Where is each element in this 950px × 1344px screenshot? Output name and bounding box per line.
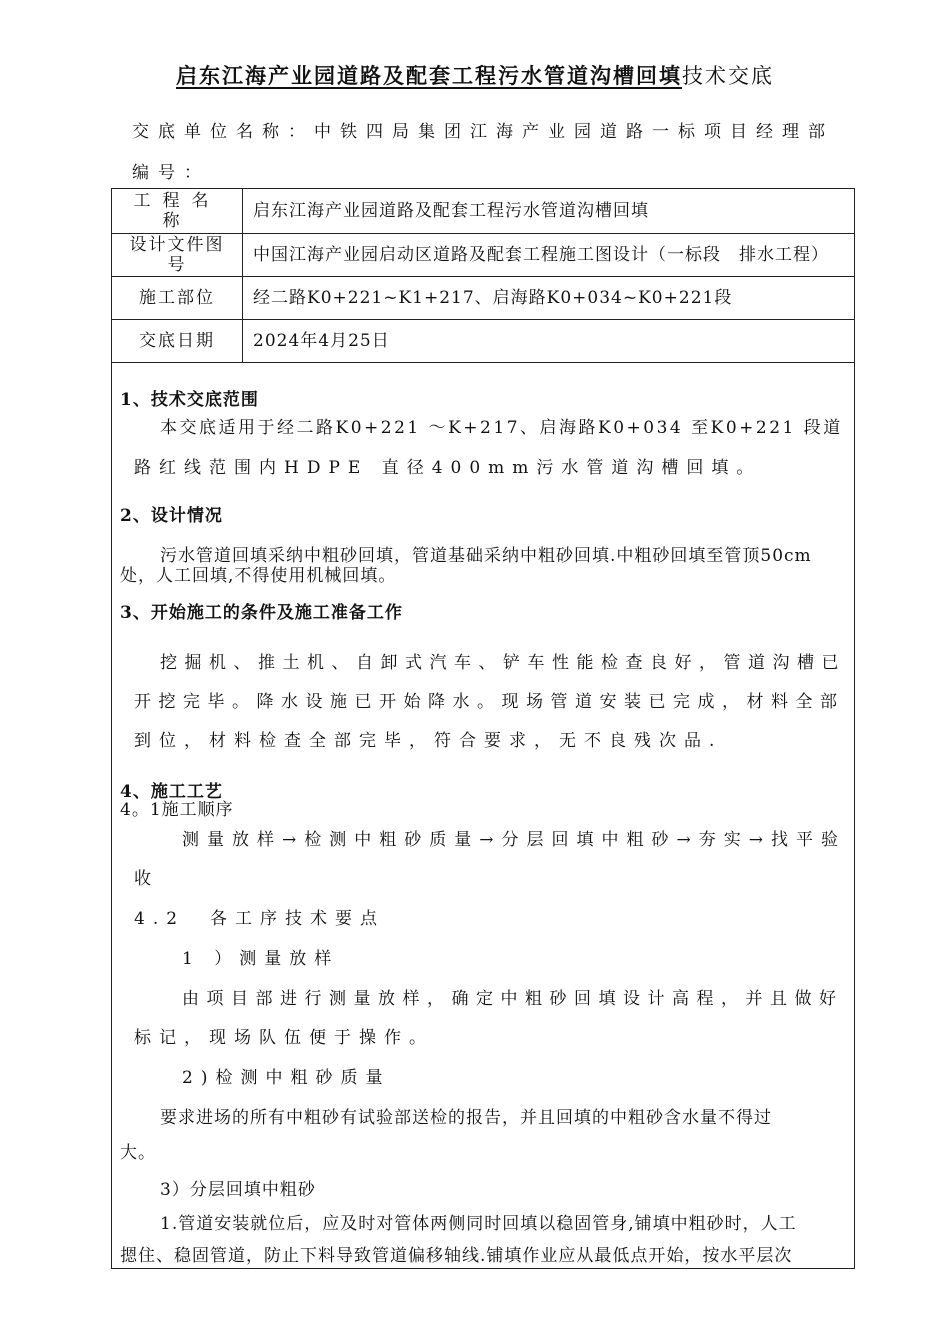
- briefing-date-value: 2024年4月25日: [243, 320, 855, 363]
- construction-location-label: 施工部位: [112, 277, 243, 320]
- table-row: [112, 189, 855, 234]
- step-1-line-1: 由项目部进行测量放样，确定中粗砂回填设计高程，并且做好: [182, 989, 844, 1009]
- step-2-line-2: 大。: [120, 1143, 156, 1163]
- step-3-line-2: 摁住、稳固管道，防止下料导致管道偏移轴线.铺填作业应从最低点开始，按水平层次: [120, 1246, 793, 1266]
- document-number-line: 编号：: [132, 163, 210, 183]
- step-3-heading: 3）分层回填中粗砂: [160, 1180, 316, 1200]
- content-box: [111, 363, 855, 1269]
- section-4-1-heading: 4。1施工顺序: [120, 800, 234, 820]
- section-3-line-2: 开挖完毕。降水设施已开始降水。现场管道安装已完成，材料全部: [134, 692, 845, 712]
- document-title-main: 启东江海产业园道路及配套工程污水管道沟槽回填: [176, 63, 682, 88]
- section-3-line-1: 挖掘机、推土机、自卸式汽车、铲车性能检查良好，管道沟槽已: [160, 653, 846, 673]
- section-2-line-2: 处，人工回填,不得使用机械回填。: [120, 566, 397, 586]
- table-row: [112, 234, 855, 277]
- section-4-heading: 4、施工工艺: [120, 782, 223, 802]
- step-2-heading: 2)检测中粗砂质量: [182, 1068, 391, 1088]
- briefing-date-label: 交底日期: [112, 320, 243, 363]
- issuing-unit-line: 交底单位名称：中铁四局集团江海产业园道路一标项目经理部: [132, 122, 834, 142]
- section-4-1-line-2: 收: [134, 869, 159, 889]
- table-row: [112, 320, 855, 363]
- step-3-line-1: 1.管道安装就位后，应及时对管体两侧同时回填以稳固管身,铺填中粗砂时，人工: [160, 1214, 797, 1234]
- construction-location-value: 经二路K0+221~K1+217、启海路K0+034~K0+221段: [243, 277, 855, 320]
- project-name-value: 启东江海产业园道路及配套工程污水管道沟槽回填: [243, 189, 855, 234]
- document-title: [0, 60, 950, 90]
- section-4-2-heading: 4.2 各工序技术要点: [134, 909, 386, 929]
- step-2-line-1: 要求进场的所有中粗砂有试验部送检的报告，并且回填的中粗砂含水量不得过: [160, 1108, 772, 1128]
- step-1-heading: 1 ）测量放样: [182, 949, 340, 969]
- project-info-table: [111, 188, 855, 363]
- document-title-suffix: 技术交底: [682, 64, 774, 88]
- section-4-1-line-1: 测量放样→检测中粗砂质量→分层回填中粗砂→夯实→找平验: [182, 830, 846, 850]
- section-3-heading: 3、开始施工的条件及施工准备工作: [120, 603, 403, 623]
- project-name-label: 工程名称: [112, 189, 243, 234]
- section-1-line-2: 路红线范围内HDPE 直径400mm污水管道沟槽回填。: [134, 458, 762, 478]
- section-1-heading: 1、技术交底范围: [120, 390, 259, 410]
- section-3-line-3: 到位，材料检查全部完毕，符合要求，无不良残次品.: [134, 731, 723, 751]
- step-1-line-2: 标记，现场队伍便于操作。: [134, 1028, 434, 1048]
- section-2-line-1: 污水管道回填采纳中粗砂回填，管道基础采纳中粗砂回填.中粗砂回填至管顶50cm: [160, 546, 812, 566]
- design-doc-label: 设计文件图号: [112, 234, 243, 277]
- section-2-heading: 2、设计情况: [120, 506, 223, 526]
- design-doc-value: 中国江海产业园启动区道路及配套工程施工图设计（一标段 排水工程）: [243, 234, 855, 277]
- section-1-line-1: 本交底适用于经二路K0+221 ～K+217、启海路K0+034 至K0+221 段道: [160, 418, 843, 438]
- table-row: [112, 277, 855, 320]
